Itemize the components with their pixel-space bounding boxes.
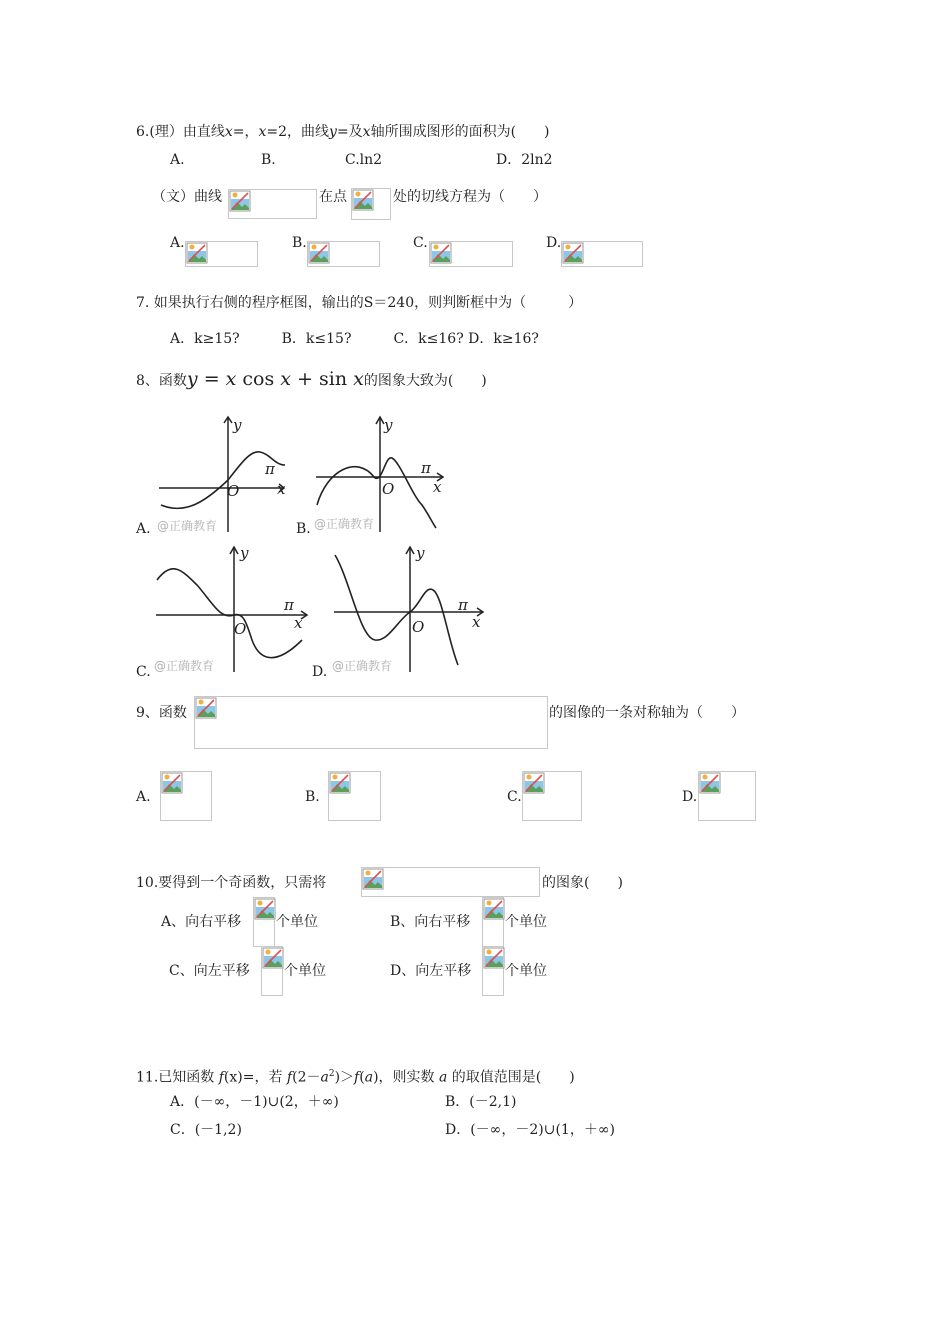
broken-image-icon	[253, 897, 275, 947]
q11-option-c: C．(－1,2)	[170, 1122, 242, 1138]
broken-image-icon	[698, 771, 756, 821]
svg-text:@正确教育: @正确教育	[314, 517, 375, 531]
broken-image-icon	[482, 897, 504, 947]
svg-text:x: x	[472, 613, 481, 631]
q6-wen-prefix: （文）曲线	[152, 189, 222, 205]
broken-image-icon	[522, 771, 582, 821]
broken-image-icon	[482, 946, 504, 996]
q10-option-c-unit: 个单位	[284, 963, 326, 979]
svg-text:π: π	[458, 596, 468, 614]
broken-image-icon	[194, 696, 548, 749]
svg-text:π: π	[421, 459, 431, 477]
svg-text:O: O	[382, 480, 395, 498]
svg-text:O: O	[234, 620, 247, 638]
q8-option-c: C.	[136, 664, 151, 680]
svg-text:y: y	[384, 416, 393, 434]
q6-stem: 6.(理）由直线x=，x=2，曲线y=及x轴所围成图形的面积为( )	[136, 124, 550, 140]
svg-text:y: y	[233, 416, 242, 434]
q7-options: A．k≥15? B．k≤15? C．k≤16? D．k≥16?	[170, 331, 539, 347]
q6-option-b: B.	[261, 152, 276, 168]
svg-text:π: π	[265, 460, 275, 478]
broken-image-icon	[228, 189, 317, 219]
svg-text:y: y	[240, 544, 249, 562]
q11-option-a: A．(－∞，－1)∪(2，＋∞)	[170, 1094, 339, 1110]
broken-image-icon	[307, 241, 380, 267]
q9-option-a: A.	[136, 789, 151, 805]
q10-option-b-unit: 个单位	[505, 914, 547, 930]
q9-option-c: C.	[507, 789, 522, 805]
q6-wen-option-b: B.	[292, 235, 307, 251]
svg-text:@正确教育: @正确教育	[157, 519, 218, 533]
q10-option-a-unit: 个单位	[276, 914, 318, 930]
q11-option-d: D．(－∞，－2)∪(1，＋∞)	[445, 1122, 615, 1138]
q10-option-d-unit: 个单位	[505, 963, 547, 979]
q6-wen-option-a: A.	[170, 235, 185, 251]
q6-wen-option-c: C.	[413, 235, 428, 251]
broken-image-icon	[185, 241, 258, 267]
q6-wen-option-d: D.	[546, 235, 562, 251]
graph-option-a	[155, 410, 295, 535]
q8-stem: 8、函数y = x cos x + sin x的图象大致为( )	[136, 368, 487, 390]
q10-option-a-prefix: A、向右平移	[161, 914, 242, 930]
svg-text:@正确教育: @正确教育	[154, 659, 215, 673]
q10-stem-prefix: 10.要得到一个奇函数，只需将	[136, 875, 327, 891]
q8-option-b: B.	[296, 521, 311, 537]
broken-image-icon	[328, 771, 381, 821]
svg-text:π: π	[284, 596, 294, 614]
svg-text:y: y	[416, 544, 425, 562]
graph-option-b	[312, 410, 452, 535]
svg-text:O: O	[227, 482, 240, 500]
q9-stem-tail: 的图像的一条对称轴为（ ）	[549, 705, 745, 721]
q10-option-d-prefix: D、向左平移	[390, 963, 472, 979]
q8-option-d: D.	[312, 664, 328, 680]
q6-option-d: D．2ln2	[496, 152, 553, 168]
q11-option-b: B．(－2,1)	[445, 1094, 517, 1110]
q11-stem: 11.已知函数 f(x)=，若 $f(2-a^2)>f(a)$，则实数 a 的取值范围是( )	[136, 1069, 575, 1086]
q6-wen-mid: 在点	[319, 189, 347, 205]
svg-text:O: O	[412, 618, 425, 636]
q10-stem-tail: 的图象( )	[542, 875, 623, 891]
broken-image-icon	[429, 241, 513, 267]
broken-image-icon	[361, 867, 540, 897]
q9-option-b: B.	[305, 789, 320, 805]
broken-image-icon	[561, 241, 643, 267]
q9-stem-prefix: 9、函数	[136, 705, 187, 721]
q10-option-b-prefix: B、向右平移	[390, 914, 471, 930]
q9-option-d: D.	[682, 789, 698, 805]
svg-text:x: x	[277, 480, 286, 498]
q6-option-c: C.ln2	[345, 152, 383, 168]
broken-image-icon	[261, 946, 283, 996]
q6-option-a: A.	[170, 152, 185, 168]
broken-image-icon	[160, 771, 212, 821]
q7-stem: 7. 如果执行右侧的程序框图，输出的S＝240，则判断框中为（ ）	[136, 295, 583, 311]
q10-option-c-prefix: C、向左平移	[169, 963, 250, 979]
graph-option-c	[152, 540, 312, 680]
svg-text:x: x	[433, 478, 442, 496]
broken-image-icon	[351, 188, 391, 220]
q6-wen-tail: 处的切线方程为（ ）	[393, 189, 547, 205]
svg-text:x: x	[294, 614, 303, 632]
graph-option-d	[330, 540, 490, 680]
svg-text:@正确教育: @正确教育	[332, 659, 393, 673]
q8-option-a: A.	[136, 521, 151, 537]
